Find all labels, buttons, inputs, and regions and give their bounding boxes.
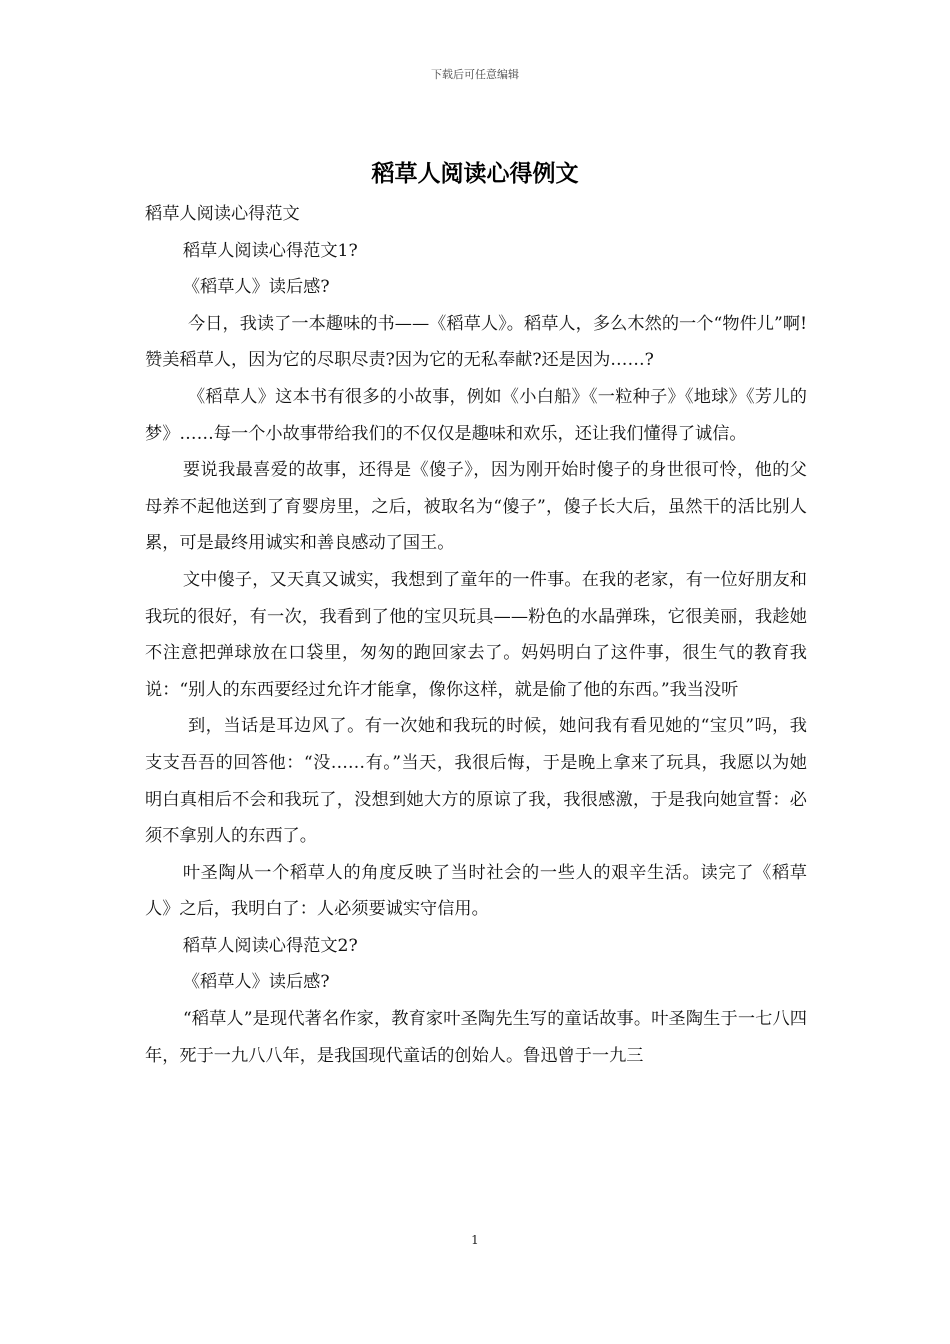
document-title: 稻草人阅读心得例文 (371, 161, 579, 187)
paragraph: 要说我最喜爱的故事，还得是《傻子》，因为刚开始时傻子的身世很可怜，他的父母养不起他送到了育婴房里，之后，被取名为“傻子”，傻子长大后，虽然干的活比别人累，可是最终用诚实和善良感动了国王。 (145, 460, 807, 554)
paragraph: 叶圣陶从一个稻草人的角度反映了当时社会的一些人的艰辛生活。读完了《稻草人》之后，我明白了：人必须要诚实守信用。 (145, 862, 807, 920)
paragraph-section-heading: 稻草人阅读心得范文1? (182, 240, 358, 261)
page-header: 下载后可任意编辑 (431, 68, 519, 81)
paragraph: 到，当话是耳边风了。有一次她和我玩的时候，她问我有看见她的“宝贝”吗，我支支吾吾的回答他：“没……有。”当天，我很后悔，于是晚上拿来了玩具，我愿以为她明白真相后不会和我玩了，没想到她大方的原谅了我，我很感激，于是我向她宣誓：必须不拿别人的东西了。 (145, 716, 807, 847)
paragraph-subtitle: 稻草人阅读心得范文 (145, 204, 300, 224)
paragraph-essay-title: 《稻草人》读后感? (182, 277, 330, 298)
paragraph: 《稻草人》这本书有很多的小故事，例如《小白船》《一粒种子》《地球》《芳儿的梦》……每一个小故事带给我们的不仅仅是趣味和欢乐，还让我们懂得了诚信。 (145, 386, 807, 444)
page-number: 1 (471, 1233, 479, 1247)
paragraph: 今日，我读了一本趣味的书——《稻草人》。稻草人，多么木然的一个“物件儿”啊!赞美稻草人，因为它的尽职尽责?因为它的无私奉献?还是因为……? (145, 313, 807, 371)
paragraph-section-heading: 稻草人阅读心得范文2? (182, 935, 358, 956)
document-body (145, 196, 807, 1074)
paragraph-essay-title: 《稻草人》读后感? (182, 972, 330, 993)
paragraph: 文中傻子，又天真又诚实，我想到了童年的一件事。在我的老家，有一位好朋友和我玩的很好，有一次，我看到了他的宝贝玩具——粉色的水晶弹珠，它很美丽，我趁她不注意把弹球放在口袋里，匆匆的跑回家去了。妈妈明白了这件事，很生气的教育我说：“别人的东西要经过允许才能拿，像你这样，就是偷了他的东西。”我当没听 (145, 569, 807, 700)
paragraph: “稻草人”是现代著名作家，教育家叶圣陶先生写的童话故事。叶圣陶生于一七八四年，死于一九八八年，是我国现代童话的创始人。鲁迅曾于一九三 (145, 1009, 807, 1066)
